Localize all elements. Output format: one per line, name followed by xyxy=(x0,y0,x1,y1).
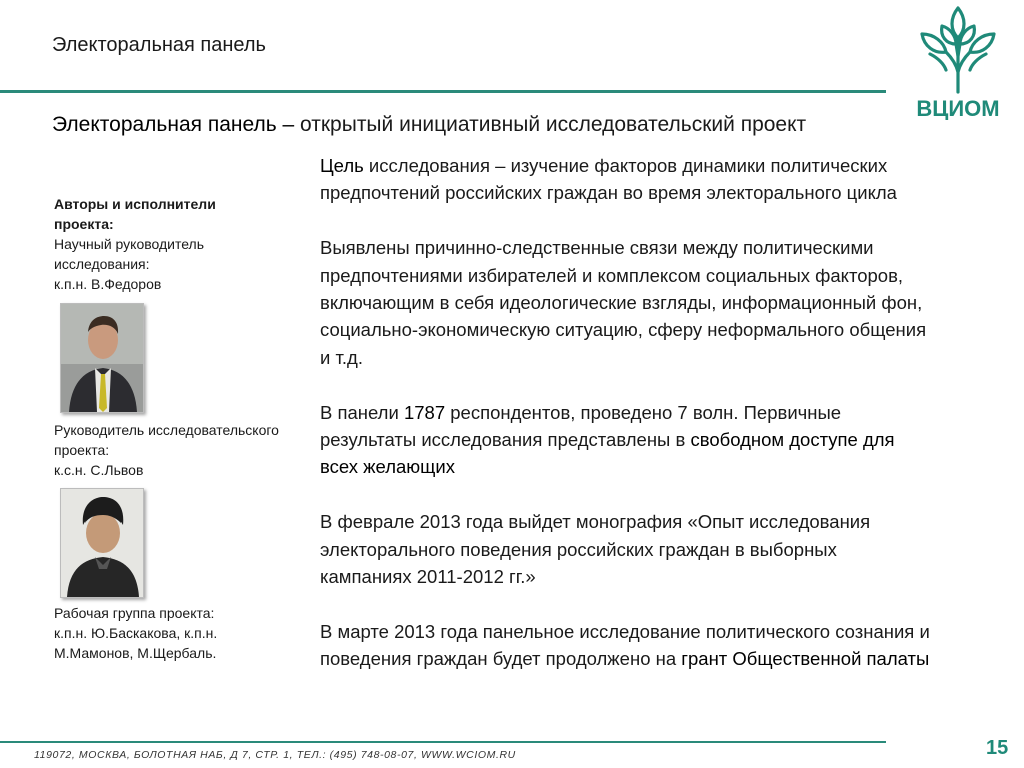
subtitle xyxy=(52,110,882,139)
head-name: к.с.н. С.Львов xyxy=(54,462,144,478)
panel-text-a: В панели xyxy=(320,401,404,423)
subtitle-bold: Электоральная панель – xyxy=(52,113,295,136)
page-title: Электоральная панель xyxy=(52,34,266,56)
header-divider xyxy=(0,90,886,93)
wciom-logo xyxy=(900,4,1016,120)
paragraph-goal xyxy=(320,152,930,207)
footer-address: 119072, МОСКВА, БОЛОТНАЯ НАБ, Д 7, СТР. 1, ТЕЛ.: (495) 748-08-07, WWW.WCIOM.RU xyxy=(34,749,516,761)
lead-role: Научный руководитель исследования: xyxy=(54,236,205,272)
head-block xyxy=(54,420,284,480)
paragraph-findings: Выявлены причинно-следственные связи между политическими предпочтениями избирателей и комплексом социальных факторов, включающим в себя идеологические взгляды, информационный фон, социально-экономическую ситуацию, сферу неформального общения и т.д. xyxy=(320,237,927,368)
free-access-link[interactable]: свободном доступе для всех желающих xyxy=(320,429,895,478)
photo-lvov xyxy=(60,488,144,598)
paragraph-monograph: В феврале 2013 года выйдет монография «Опыт исследования электорального поведения российских граждан в выборных кампаниях 2011-2012 гг.» xyxy=(320,511,871,588)
main-text xyxy=(320,152,930,700)
goal-label: Цель xyxy=(320,155,364,176)
group-role: Рабочая группа проекта: xyxy=(54,605,215,621)
lead-name: к.п.н. В.Федоров xyxy=(54,276,162,292)
subtitle-rest: открытый инициативный исследовательский проект xyxy=(294,113,807,136)
paragraph-panel xyxy=(320,399,930,481)
respondents-count: 1787 xyxy=(403,401,446,423)
page-number: 15 xyxy=(986,737,1009,759)
group-names: к.п.н. Ю.Баскакова, к.п.н. М.Мамонов, М.Щербаль. xyxy=(54,625,218,661)
logo-text: ВЦИОМ xyxy=(916,96,1000,120)
panel-text-b: респондентов, проведено 7 волн. Первичные результаты исследования представлены в xyxy=(320,401,842,451)
paragraph-grant xyxy=(320,618,930,673)
footer-divider xyxy=(0,741,886,743)
authors-heading: Авторы и исполнители проекта: xyxy=(54,196,216,232)
grant-link[interactable]: грант Общественной палаты xyxy=(681,648,930,670)
authors-block xyxy=(54,194,254,294)
tree-logo-icon xyxy=(900,4,1016,120)
group-block xyxy=(54,603,264,663)
photo-fedorov xyxy=(60,303,144,413)
grant-text: В марте 2013 года панельное исследование политического сознания и поведения граждан будет продолжено на xyxy=(320,620,930,670)
goal-text: исследования – изучение факторов динамики политических предпочтений российских граждан во время электорального цикла xyxy=(320,155,897,204)
head-role: Руководитель исследовательского проекта: xyxy=(54,422,279,458)
